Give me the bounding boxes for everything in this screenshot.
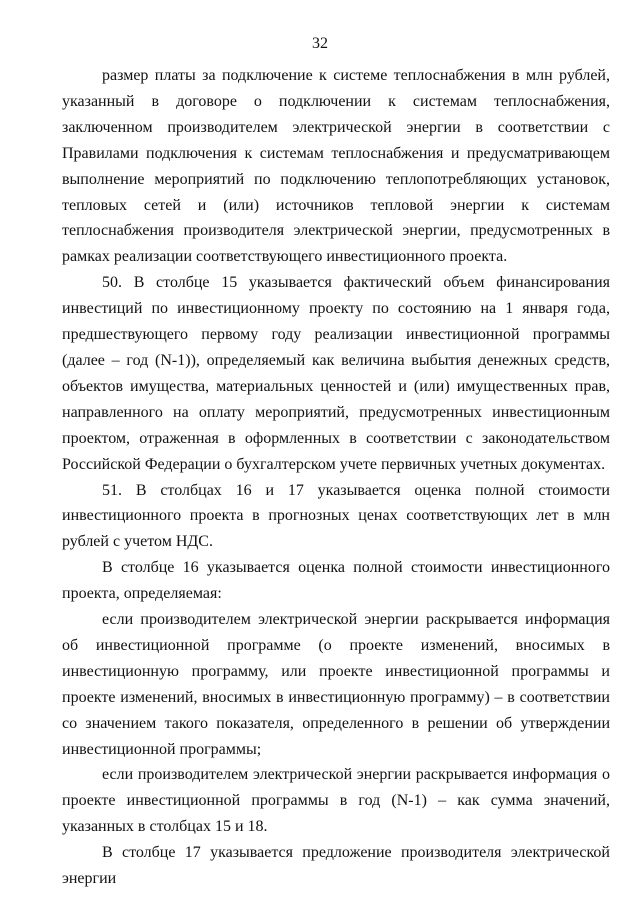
paragraph: если производителем электрической энергии раскрывается информация о проекте инвестиционной программы в год (N-1) – как сумма значений, указанных в столбцах 15 и 18. [62, 766, 610, 836]
page-number: 32 [312, 35, 328, 52]
paragraph: В столбце 17 указывается предложение производителя электрической энергии [62, 844, 610, 888]
paragraph: размер платы за подключение к системе теплоснабжения в млн рублей, указанный в договоре о подключении к системам теплоснабжения, заключенном производителем электрической энергии в соответствии с Правилами подключения к системам теплоснабжения и предусматривающем выполнение мероприятий по подключению теплопотребляющих установок, тепловых сетей и (или) источников тепловой энергии к системам теплоснабжения производителя электрической энергии, предусмотренных в рамках реализации соответствующего инвестиционного проекта. [62, 67, 610, 266]
paragraph: 51. В столбцах 16 и 17 указывается оценка полной стоимости инвестиционного проекта в прогнозных ценах соответствующих лет в млн рублей с учетом НДС. [62, 481, 610, 551]
document-body [62, 63, 610, 892]
paragraph: В столбце 16 указывается оценка полной стоимости инвестиционного проекта, определяемая: [62, 559, 610, 603]
paragraph: 50. В столбце 15 указывается фактический объем финансирования инвестиций по инвестиционному проекту по состоянию на 1 января года, предшествующего первому году реализации инвестиционной программы (далее – год (N-1)), определяемый как величина выбытия денежных средств, объектов имущества, материальных ценностей и (или) имущественных прав, направленного на оплату мероприятий, предусмотренных инвестиционным проектом, отраженная в оформленных в соответствии с законодательством Российской Федерации о бухгалтерском учете первичных учетных документах. [62, 274, 610, 473]
paragraph: если производителем электрической энергии раскрывается информация об инвестиционной программе (о проекте изменений, вносимых в инвестиционную программу, или проекте инвестиционной программы и проекте изменений, вносимых в инвестиционную программу) – в соответствии со значением такого показателя, определенного в решении об утверждении инвестиционной программы; [62, 611, 610, 758]
